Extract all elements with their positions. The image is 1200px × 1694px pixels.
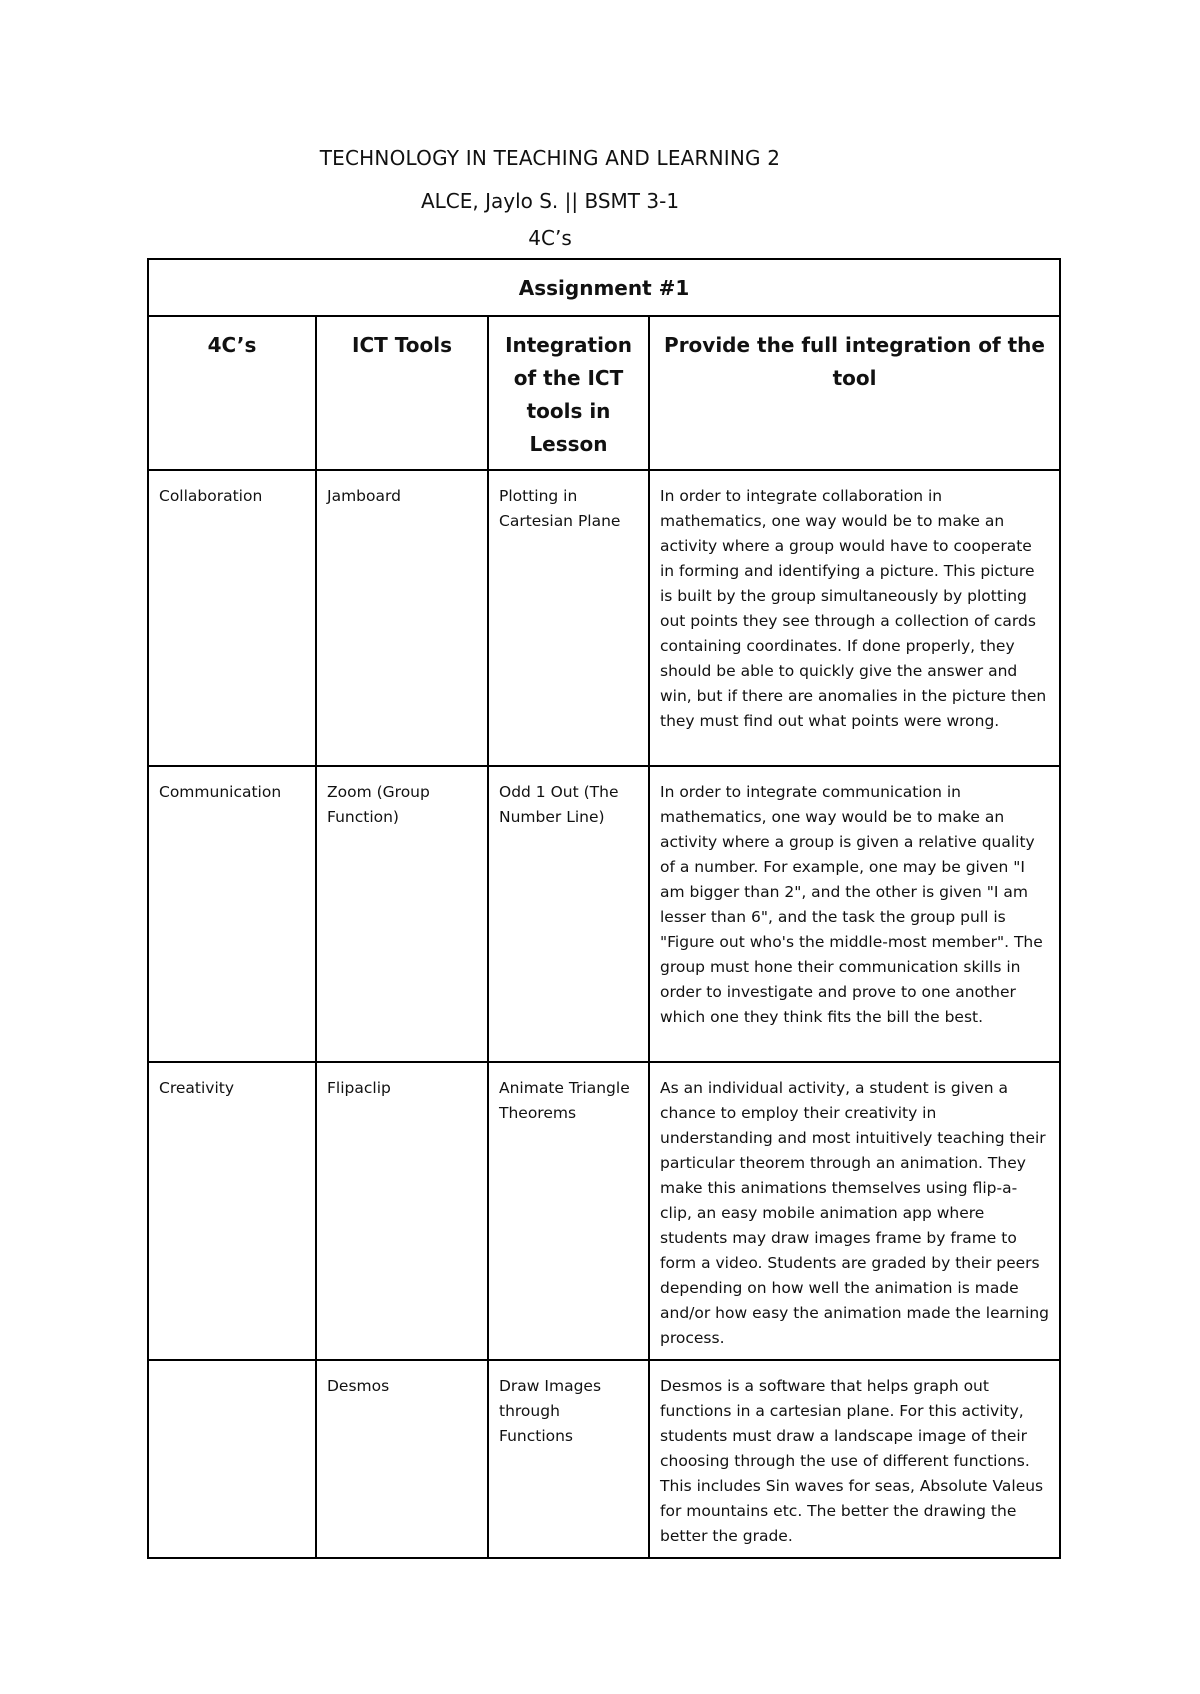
cell-4c — [148, 470, 316, 766]
cell-text: Zoom (Group Function) — [327, 783, 430, 826]
column-header-label: ICT Tools — [352, 333, 452, 357]
table-row — [148, 1062, 1060, 1360]
cell-4c — [148, 1360, 316, 1558]
document-title: TECHNOLOGY IN TEACHING AND LEARNING 2 — [319, 146, 781, 170]
cell-text: In order to integrate collaboration in mathematics, one way would be to make an activity where a group would have to cooperate in forming and identifying a picture. This picture is built by the group simultaneously by plotting out points they see through a collection of cards containing coordinates. If done properly, they should be able to quickly give the answer and win, but if there are anomalies in the picture then they must find out what points were wrong. — [660, 487, 1047, 730]
cell-lesson — [488, 766, 649, 1062]
cell-text: Creativity — [159, 1079, 235, 1097]
table-row — [148, 470, 1060, 766]
cell-lesson — [488, 1062, 649, 1360]
cell-text: Desmos is a software that helps graph out functions in a cartesian plane. For this activity, students must draw a landscape image of their choosing through the use of different functions. This includes Sin waves for seas, Absolute Valeus for mountains etc. The better the drawing the better the grade. — [660, 1377, 1044, 1545]
cell-text: Draw Images through Functions — [499, 1377, 602, 1445]
cell-4c — [148, 766, 316, 1062]
cell-text: Plotting in Cartesian Plane — [499, 487, 621, 530]
cell-text — [149, 1361, 315, 1382]
cell-tool — [316, 1062, 488, 1360]
cell-integration — [649, 470, 1060, 766]
cell-tool — [316, 1360, 488, 1558]
cell-text: Animate Triangle Theorems — [499, 1079, 630, 1122]
assignment-table — [147, 258, 1061, 1559]
cell-text: Flipaclip — [327, 1079, 391, 1097]
document-subtitle: 4C’s — [528, 226, 572, 250]
table-header-row — [148, 316, 1060, 470]
cell-text: Collaboration — [159, 487, 263, 505]
table-row — [148, 766, 1060, 1062]
cell-lesson — [488, 1360, 649, 1558]
cell-lesson — [488, 470, 649, 766]
column-header-4cs — [148, 316, 316, 470]
table-caption-row — [148, 259, 1060, 316]
column-header-full-integration — [649, 316, 1060, 470]
cell-integration — [649, 1062, 1060, 1360]
cell-text: Odd 1 Out (The Number Line) — [499, 783, 619, 826]
column-header-label: Integration of the ICT tools in Lesson — [505, 333, 632, 456]
column-header-label: Provide the full integration of the tool — [664, 333, 1045, 390]
author-line: ALCE, Jaylo S. || BSMT 3-1 — [420, 189, 680, 213]
column-header-label: 4C’s — [207, 333, 257, 357]
cell-4c — [148, 1062, 316, 1360]
table-row — [148, 1360, 1060, 1558]
cell-text: Jamboard — [327, 487, 401, 505]
cell-text: Desmos — [327, 1377, 390, 1395]
column-header-ict-tools — [316, 316, 488, 470]
table-caption: Assignment #1 — [148, 259, 1060, 316]
cell-text: In order to integrate communication in mathematics, one way would be to make an activity where a group is given a relative quality of a number. For example, one may be given "I am bigger than 2", and the other is given "I am lesser than 6", and the task the group pull is "Figure out who's the middle-most member". The group must hone their communication skills in order to investigate and prove to one another which one they think fits the bill the best. — [660, 783, 1043, 1026]
cell-integration — [649, 766, 1060, 1062]
cell-text: Communication — [159, 783, 282, 801]
cell-tool — [316, 766, 488, 1062]
cell-integration — [649, 1360, 1060, 1558]
column-header-integration-lesson — [488, 316, 649, 470]
cell-tool — [316, 470, 488, 766]
cell-text: As an individual activity, a student is given a chance to employ their creativity in understanding and most intuitively teaching their particular theorem through an animation. They make this animations themselves using flip-a-clip, an easy mobile animation app where students may draw images frame by frame to form a video. Students are graded by their peers depending on how well the animation is made and/or how easy the animation made the learning process. — [660, 1079, 1049, 1347]
